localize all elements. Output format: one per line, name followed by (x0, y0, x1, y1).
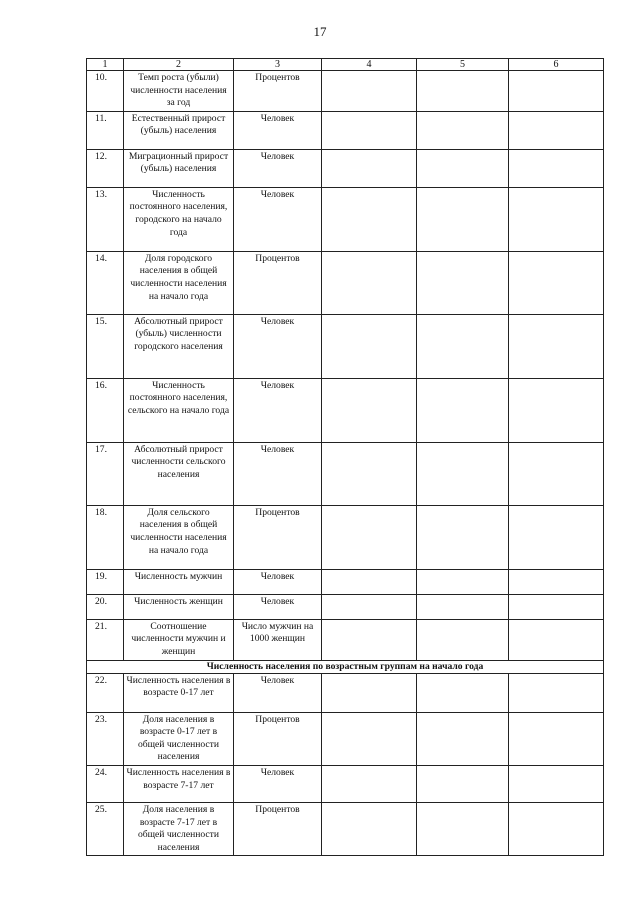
value-cell (322, 251, 417, 314)
row-number: 25. (87, 802, 124, 855)
indicator-name: Темп роста (убыли) численности населения за год (124, 71, 234, 112)
table-row (87, 712, 604, 765)
row-number: 23. (87, 712, 124, 765)
table-row (87, 111, 604, 149)
indicator-name: Доля сельского населения в общей численности населения на начало года (124, 505, 234, 569)
header-cell: 6 (509, 59, 604, 71)
indicator-name: Доля городского населения в общей численности населения на начало года (124, 251, 234, 314)
value-cell (509, 187, 604, 251)
unit-of-measure: Процентов (234, 71, 322, 112)
unit-of-measure: Человек (234, 111, 322, 149)
value-cell (322, 505, 417, 569)
table-row (87, 569, 604, 594)
table-row (87, 594, 604, 619)
header-cell: 3 (234, 59, 322, 71)
indicator-name: Численность женщин (124, 594, 234, 619)
unit-of-measure: Человек (234, 673, 322, 712)
value-cell (322, 187, 417, 251)
value-cell (417, 314, 509, 378)
value-cell (417, 802, 509, 855)
value-cell (509, 569, 604, 594)
value-cell (417, 569, 509, 594)
unit-of-measure: Человек (234, 378, 322, 442)
indicator-name: Абсолютный прирост численности сельского населения (124, 442, 234, 505)
unit-of-measure: Человек (234, 594, 322, 619)
table-row (87, 673, 604, 712)
value-cell (322, 111, 417, 149)
indicator-name: Численность постоянного населения, городского на начало года (124, 187, 234, 251)
value-cell (417, 505, 509, 569)
unit-of-measure: Процентов (234, 251, 322, 314)
table-row (87, 314, 604, 378)
indicator-name: Численность мужчин (124, 569, 234, 594)
row-number: 19. (87, 569, 124, 594)
indicator-name: Соотношение численности мужчин и женщин (124, 619, 234, 660)
value-cell (509, 314, 604, 378)
row-number: 15. (87, 314, 124, 378)
value-cell (417, 673, 509, 712)
table-row (87, 149, 604, 187)
section-row (87, 660, 604, 673)
row-number: 21. (87, 619, 124, 660)
value-cell (509, 802, 604, 855)
value-cell (322, 149, 417, 187)
table-row (87, 505, 604, 569)
value-cell (322, 378, 417, 442)
value-cell (322, 619, 417, 660)
unit-of-measure: Процентов (234, 802, 322, 855)
value-cell (509, 149, 604, 187)
row-number: 22. (87, 673, 124, 712)
table-row (87, 378, 604, 442)
value-cell (509, 712, 604, 765)
value-cell (322, 765, 417, 802)
row-number: 14. (87, 251, 124, 314)
unit-of-measure: Процентов (234, 505, 322, 569)
value-cell (417, 149, 509, 187)
indicators-table (86, 58, 604, 856)
value-cell (509, 619, 604, 660)
row-number: 11. (87, 111, 124, 149)
row-number: 12. (87, 149, 124, 187)
row-number: 16. (87, 378, 124, 442)
value-cell (322, 569, 417, 594)
value-cell (509, 673, 604, 712)
page-number: 17 (313, 24, 327, 39)
indicator-name: Доля населения в возрасте 7-17 лет в общей численности населения (124, 802, 234, 855)
row-number: 17. (87, 442, 124, 505)
table-row (87, 765, 604, 802)
unit-of-measure: Человек (234, 442, 322, 505)
value-cell (322, 594, 417, 619)
value-cell (417, 442, 509, 505)
value-cell (417, 619, 509, 660)
table-row (87, 251, 604, 314)
table-row (87, 802, 604, 855)
value-cell (322, 71, 417, 112)
header-cell: 2 (124, 59, 234, 71)
row-number: 18. (87, 505, 124, 569)
indicator-name: Численность населения в возрасте 7-17 лет (124, 765, 234, 802)
unit-of-measure: Число мужчин на 1000 женщин (234, 619, 322, 660)
row-number: 13. (87, 187, 124, 251)
value-cell (509, 594, 604, 619)
value-cell (417, 187, 509, 251)
header-cell: 4 (322, 59, 417, 71)
indicator-name: Абсолютный прирост (убыль) численности городского населения (124, 314, 234, 378)
indicator-name: Численность постоянного населения, сельского на начало года (124, 378, 234, 442)
value-cell (509, 111, 604, 149)
table-header-row (87, 59, 604, 71)
value-cell (322, 673, 417, 712)
value-cell (417, 765, 509, 802)
unit-of-measure: Человек (234, 187, 322, 251)
header-cell: 1 (87, 59, 124, 71)
indicator-name: Миграционный прирост (убыль) населения (124, 149, 234, 187)
table-row (87, 187, 604, 251)
table-row (87, 619, 604, 660)
value-cell (417, 594, 509, 619)
value-cell (509, 505, 604, 569)
table-row (87, 442, 604, 505)
value-cell (417, 251, 509, 314)
value-cell (417, 712, 509, 765)
value-cell (417, 378, 509, 442)
row-number: 10. (87, 71, 124, 112)
indicator-name: Доля населения в возрасте 0-17 лет в общей численности населения (124, 712, 234, 765)
value-cell (509, 378, 604, 442)
value-cell (509, 251, 604, 314)
unit-of-measure: Человек (234, 314, 322, 378)
value-cell (417, 71, 509, 112)
indicator-name: Численность населения в возрасте 0-17 лет (124, 673, 234, 712)
row-number: 24. (87, 765, 124, 802)
value-cell (509, 442, 604, 505)
unit-of-measure: Процентов (234, 712, 322, 765)
table-row (87, 71, 604, 112)
unit-of-measure: Человек (234, 149, 322, 187)
value-cell (322, 712, 417, 765)
value-cell (322, 442, 417, 505)
section-title: Численность населения по возрастным группам на начало года (87, 660, 604, 673)
value-cell (322, 314, 417, 378)
value-cell (417, 111, 509, 149)
header-cell: 5 (417, 59, 509, 71)
row-number: 20. (87, 594, 124, 619)
value-cell (509, 765, 604, 802)
value-cell (322, 802, 417, 855)
unit-of-measure: Человек (234, 569, 322, 594)
indicator-name: Естественный прирост (убыль) населения (124, 111, 234, 149)
unit-of-measure: Человек (234, 765, 322, 802)
value-cell (509, 71, 604, 112)
